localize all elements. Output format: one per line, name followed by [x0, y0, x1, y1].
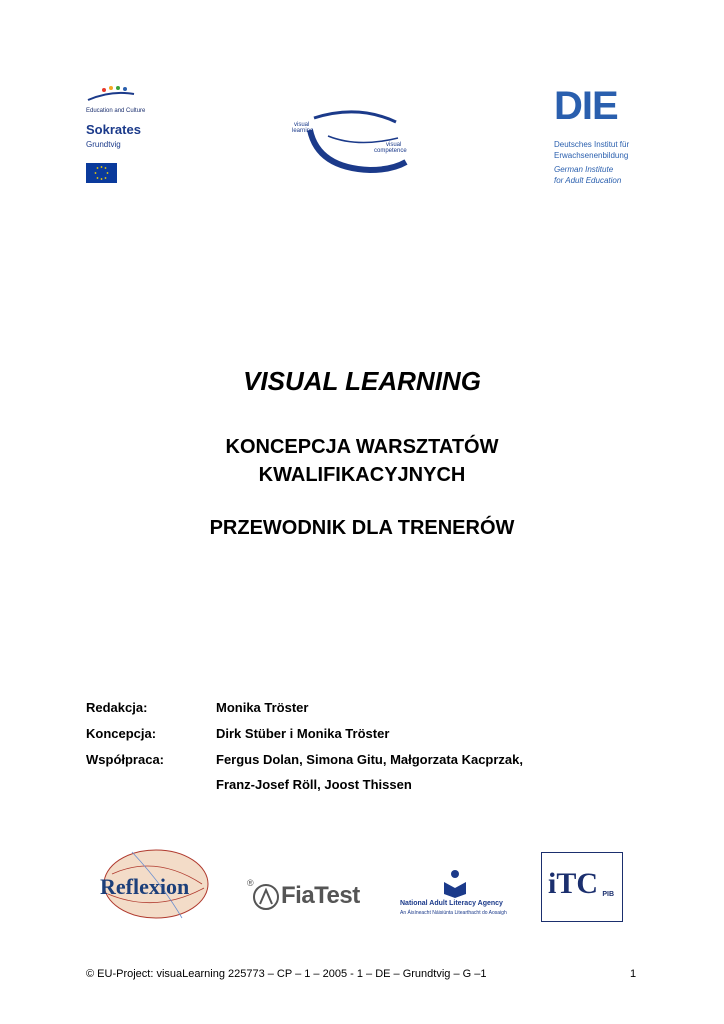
nala-logo [400, 868, 520, 920]
page-number: 1 [630, 968, 637, 980]
credit-value: Franz-Josef Röll, Joost Thissen [216, 777, 412, 792]
fiatest-wordmark: FiaTest [281, 882, 360, 909]
itc-wordmark: iTC [548, 867, 599, 900]
fiatest-a-icon [251, 882, 281, 912]
vl-line4: competence [374, 148, 407, 154]
nala-sub: An Áisíneacht Náisiúnta Litearthacht do Aosaigh [400, 910, 507, 916]
eu-flag-icon [86, 163, 117, 183]
die-line4: for Adult Education [554, 176, 622, 185]
credit-value: Monika Tröster [216, 700, 309, 715]
reflexion-logo [92, 844, 214, 924]
footer-text: © EU-Project: visuaLearning 225773 – CP – 1 – 2005 - 1 – DE – Grundtvig – G –1 [86, 968, 487, 980]
die-line1: Deutsches Institut für [554, 140, 630, 149]
vl-line3: visual [386, 142, 402, 148]
fiatest-registered-mark: ® [247, 878, 254, 888]
subtitle-line2: KWALIFIKACYJNYCH [258, 464, 466, 486]
sokrates-name: Sokrates [86, 122, 141, 137]
sokrates-sub: Grundtvig [86, 140, 121, 149]
die-logo [554, 84, 644, 190]
itc-sub: PIB [602, 891, 614, 898]
sokrates-edu-line: Education and Culture [86, 108, 146, 114]
credit-label: Współpraca: [86, 752, 165, 767]
visual-learning-logo [288, 108, 418, 178]
die-mark: DIE [554, 84, 618, 128]
reflexion-wordmark: Reflexion [100, 874, 190, 899]
subtitle-line1: KONCEPCJA WARSZTATÓW [225, 436, 499, 458]
itc-logo [541, 852, 623, 922]
die-line3: German Institute [554, 165, 614, 174]
credit-value: Dirk Stüber i Monika Tröster [216, 726, 390, 741]
credit-label: Koncepcja: [86, 726, 157, 741]
document-title: VISUAL LEARNING [243, 366, 481, 396]
document-subtitle2: PRZEWODNIK DLA TRENERÓW [209, 517, 515, 539]
credit-label: Redakcja: [86, 700, 148, 715]
credit-value: Fergus Dolan, Simona Gitu, Małgorzata Kacprzak, [216, 752, 524, 767]
nala-name: National Adult Literacy Agency [400, 900, 503, 907]
document-subtitle [0, 433, 724, 489]
die-line2: Erwachsenenbildung [554, 151, 629, 160]
nala-reader-icon [440, 868, 470, 898]
vl-line1: visual [294, 122, 310, 128]
fiatest-logo [247, 878, 371, 916]
sokrates-grundtvig-logo [86, 84, 156, 184]
vl-line2: learning [292, 128, 314, 134]
sokrates-swoosh-icon [86, 84, 136, 106]
